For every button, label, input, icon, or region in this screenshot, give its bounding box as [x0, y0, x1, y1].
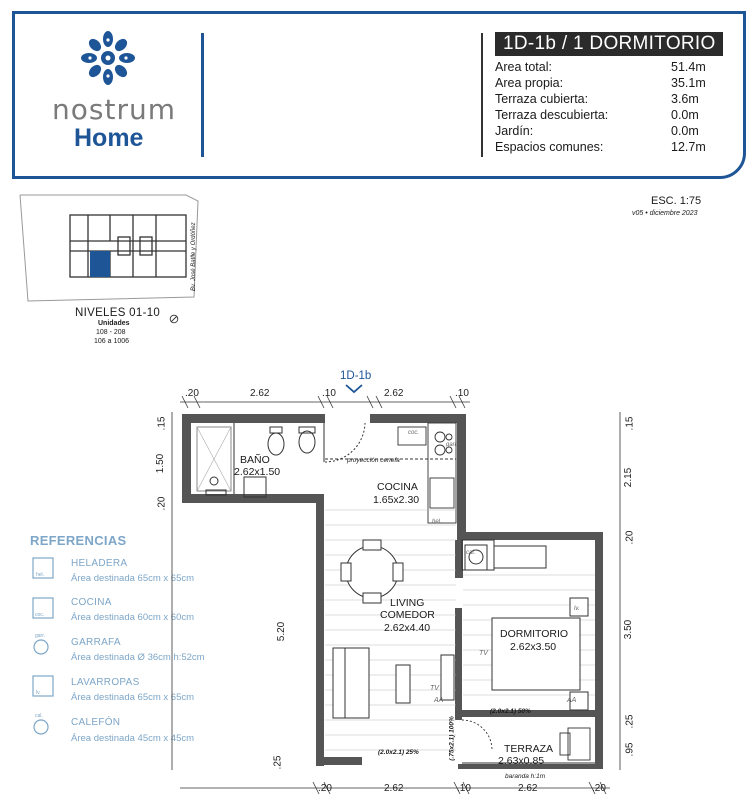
brand-subname: Home: [74, 124, 144, 152]
dimension-label: .95: [624, 742, 636, 757]
reference-name: LAVARROPAS: [71, 677, 140, 688]
svg-text:lv.: lv.: [36, 690, 41, 696]
annotation: (2.0x2.1) 50%: [490, 708, 531, 715]
room-size: 2.62x3.50: [510, 641, 557, 653]
spec-row: Jardín: 0.0m: [495, 124, 699, 138]
annotation: proyección cenefa: [347, 457, 400, 464]
room-name: LIVING: [390, 597, 425, 609]
reference-name: GARRAFA: [71, 637, 121, 648]
dimension-label: .10: [457, 783, 471, 794]
room-name: BAÑO: [240, 454, 270, 466]
version-label: v05 • diciembre 2023: [632, 210, 698, 217]
brand-logo-icon: [80, 30, 136, 86]
spec-row: Espacios comunes: 12.7m: [495, 140, 706, 154]
floor-plan: [0, 360, 754, 804]
header-divider: [481, 33, 483, 157]
north-arrow-icon: [169, 314, 179, 324]
room-name: COMEDOR: [380, 609, 435, 621]
spec-row: Terraza descubierta: 0.0m: [495, 108, 699, 122]
room-size: 2.62x1.50: [234, 466, 281, 478]
svg-text:garr.: garr.: [35, 633, 46, 639]
dimension-label: 3.50: [623, 619, 635, 640]
units-label: Unidades: [98, 320, 130, 327]
levels-title: NIVELES 01-10: [75, 307, 161, 319]
spec-row: Terraza cubierta: 3.6m: [495, 92, 699, 106]
room-name: TERRAZA: [504, 743, 554, 755]
spec-row: Area total: 51.4m: [495, 60, 706, 74]
unit-title: 1D-1b / 1 DORMITORIO: [495, 32, 723, 56]
dimension-label: .15: [624, 416, 636, 431]
reference-name: CALEFÓN: [71, 717, 121, 728]
room-name: COCINA: [377, 481, 418, 493]
reference-desc: Área destinada 45cm x 45cm: [71, 733, 195, 744]
units-range: 106 a 1006: [94, 338, 130, 345]
unit-marker: 1D-1b: [340, 370, 372, 382]
brand-name: nostrum: [52, 93, 176, 126]
annotation: AA: [567, 697, 577, 704]
dimension-label: 2.62: [518, 783, 538, 794]
svg-text:coc.: coc.: [35, 612, 45, 618]
annotation: TV: [479, 650, 488, 657]
key-map: [18, 193, 208, 303]
reference-name: HELADERA: [71, 558, 128, 569]
annotation: baranda h:1m: [505, 773, 546, 780]
annotation: hel.: [432, 519, 442, 525]
dimension-label: .25: [624, 714, 636, 729]
scale-label: ESC. 1:75: [651, 195, 702, 207]
dimension-label: .15: [156, 416, 168, 431]
annotation: AA: [434, 697, 444, 704]
dimension-label: .20: [592, 783, 606, 794]
dimension-label: .10: [322, 388, 336, 399]
dimension-label: .20: [156, 496, 168, 511]
dimension-label: .25: [272, 755, 284, 770]
units-range: 108 - 208: [96, 329, 126, 336]
room-size: 1.65x2.30: [373, 494, 420, 506]
annotation: (2.0x2.1) 25%: [378, 749, 419, 756]
dimension-label: 2.62: [384, 388, 404, 399]
dimension-label: .20: [185, 388, 199, 399]
annotation: TV: [430, 685, 439, 692]
unit-highlight: [90, 251, 110, 277]
reference-desc: Área destinada 65cm x 65cm: [71, 692, 195, 703]
annotation: (.75x2.1) 100%: [448, 716, 456, 761]
room-size: 2.62x4.40: [384, 622, 431, 634]
street-label: Bv. José Batlle y Ordóñez: [191, 222, 197, 291]
dimension-label: 5.20: [276, 621, 288, 642]
annotation: garr.: [446, 442, 459, 448]
dimension-label: .20: [318, 783, 332, 794]
dimension-label: 1.50: [155, 453, 167, 474]
room-size: 2.63x0.85: [498, 755, 545, 767]
svg-text:cal.: cal.: [35, 713, 43, 719]
reference-name: COCINA: [71, 597, 112, 608]
reference-desc: Área destinada 60cm x 60cm: [71, 612, 195, 623]
dimension-label: .20: [624, 530, 636, 545]
dimension-label: 2.62: [384, 783, 404, 794]
reference-desc: Área destinada Ø 36cm h:52cm: [71, 652, 205, 663]
header-divider: [201, 33, 204, 157]
room-name: DORMITORIO: [500, 628, 569, 640]
annotation: coc.: [408, 430, 420, 436]
dimension-label: 2.15: [623, 467, 635, 488]
spec-row: Area propia: 35.1m: [495, 76, 706, 90]
annotation: cal.: [466, 550, 476, 556]
dimension-label: .10: [455, 388, 469, 399]
reference-desc: Área destinada 65cm x 65cm: [71, 573, 195, 584]
references-title: REFERENCIAS: [30, 533, 127, 548]
dimension-label: 2.62: [250, 388, 270, 399]
annotation: lv.: [574, 606, 580, 612]
svg-text:hel.: hel.: [36, 572, 45, 578]
